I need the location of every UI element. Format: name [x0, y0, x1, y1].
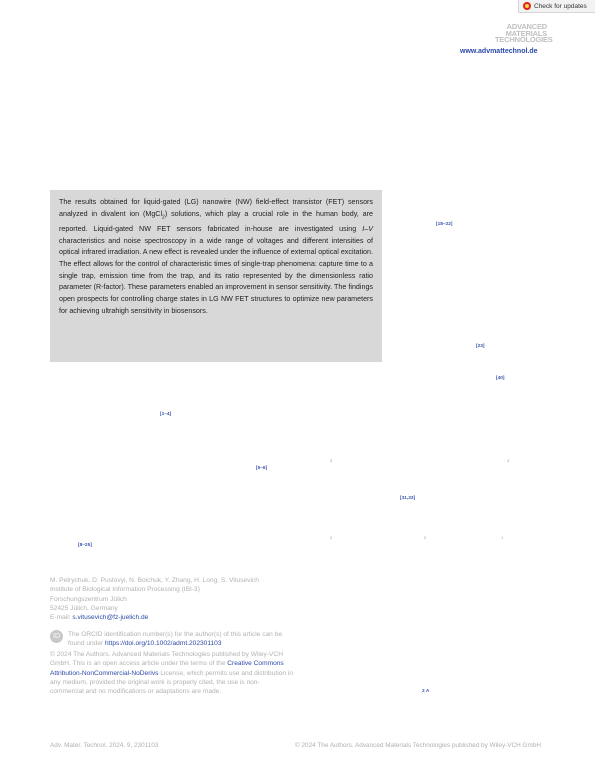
- citation-link[interactable]: 2 A: [422, 689, 430, 694]
- doi-link[interactable]: https://doi.org/10.1002/admt.202301103: [105, 640, 222, 648]
- superscript-mark: 3: [507, 458, 510, 463]
- orcid-icon: ID: [50, 630, 63, 643]
- citation-link[interactable]: [23]: [476, 344, 485, 349]
- author-list: M. Petrychuk, D. Pustovyi, N. Boichuk, Y. Zhang, H. Long, S. Vitusevich: [50, 577, 259, 584]
- journal-website-link[interactable]: www.advmattechnol.de: [460, 48, 538, 55]
- footer-citation: Adv. Mater. Technol. 2024, 9, 2301103: [50, 742, 159, 749]
- footer-copyright: © 2024 The Authors. Advanced Materials Technologies published by Wiley-VCH GmbH: [295, 742, 542, 749]
- orcid-note: The ORCID identification number(s) for the author(s) of this article can be found under https://doi.org/10.1002/admt.202301103: [68, 631, 283, 648]
- superscript-mark: 1: [501, 535, 504, 540]
- superscript-mark: 2: [424, 535, 427, 540]
- citation-link[interactable]: [1–4]: [160, 412, 172, 417]
- affiliation-block: [50, 576, 300, 622]
- crossmark-icon: [523, 2, 531, 10]
- citation-link[interactable]: [18–22]: [436, 222, 453, 227]
- center-name: Forschungszentrum Jülich: [50, 595, 127, 603]
- license-note: © 2024 The Authors. Advanced Materials Technologies published by Wiley-VCH GmbH. This is an open access article under the terms of the Creative Commons Attribution-NonCommercial-NoDerivs License, which permits use and distribution in any medium, provided the original work is properly cited, the use is non-commercial and no modifications or adaptations are made.: [50, 651, 293, 696]
- superscript-mark: 2: [330, 535, 333, 540]
- citation-link[interactable]: [40]: [496, 376, 505, 381]
- journal-logo: ADVANCED MATERIALS TECHNOLOGIES: [495, 22, 553, 44]
- license-link[interactable]: Creative Commons Attribution-NonCommercial-NoDerivs: [50, 660, 284, 677]
- city-line: 52425 Jülich, Germany: [50, 604, 118, 612]
- email-line: E-mail: s.vitusevich@fz-juelich.de: [50, 614, 149, 622]
- check-for-updates-button[interactable]: [518, 0, 595, 13]
- institute-name: Institute of Biological Information Processing (IBI-3): [50, 586, 200, 594]
- check-for-updates-label: Check for updates: [534, 2, 587, 10]
- abstract-box: The results obtained for liquid-gated (LG) nanowire (NW) field-effect transistor (FET) sensors analyzed in divalent ion (MgCl$_2$) solutions, which play a crucial role in the human body, are reported. Liquid-gated NW FET sensors fabricated in-house are investigated using I–V characteristics and noise spectroscopy in a wide range of voltages and different intensities of optical infrared irradiation. A new effect is revealed under the influence of external optical excitation. The effect allows for the control of characteristic times of single-trap phenomena: capture time to a single trap, emission time from the trap, and its ratio represented by the dimensionless ratio parameter (R-factor). These parameters enabled an improvement in sensor sensitivity. The findings open prospects for controlling charge states in LG NW FET structures to optimize new parameters for achieving ultrahigh sensitivity in biosensors.: [50, 190, 382, 362]
- citation-link[interactable]: [31,33]: [400, 496, 416, 501]
- superscript-mark: 3: [330, 458, 333, 463]
- citation-link[interactable]: [5–6]: [256, 466, 268, 471]
- email-link[interactable]: s.vitusevich@fz-juelich.de: [72, 614, 149, 622]
- citation-link[interactable]: [8–25]: [78, 543, 92, 548]
